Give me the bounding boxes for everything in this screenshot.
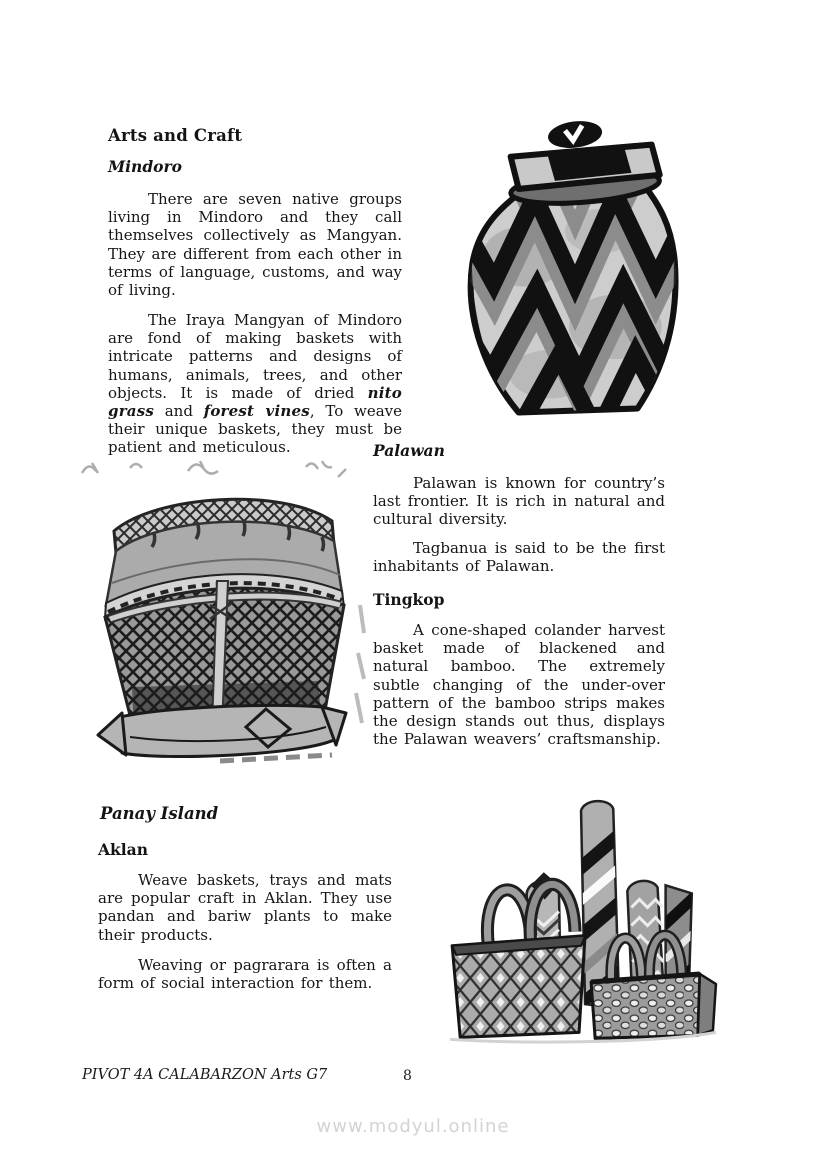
mindoro-paragraph-2 bbox=[108, 311, 402, 457]
section-title: Arts and Craft bbox=[108, 126, 243, 145]
emphasis-forest-vines: forest vines bbox=[203, 402, 310, 421]
aklan-paragraph-2: Weaving or pagrarara is often a form of social interaction for them. bbox=[98, 956, 392, 993]
mindoro-heading: Mindoro bbox=[108, 157, 182, 176]
footer-document-title: PIVOT 4A CALABARZON Arts G7 bbox=[82, 1067, 328, 1083]
mangyan-jar-illustration bbox=[424, 110, 706, 428]
palawan-paragraph-1: Palawan is known for country’s last frontier. It is rich in natural and cultural diversity. bbox=[373, 474, 665, 529]
emphasis-nito-grass: nito grass bbox=[108, 383, 402, 421]
mindoro-paragraph-2-text: , To weave their unique baskets, they must be patient and meticulous. bbox=[108, 402, 402, 457]
mindoro-paragraph-2-text: and bbox=[154, 402, 204, 421]
page-number: 8 bbox=[403, 1068, 412, 1084]
tingkop-paragraph: A cone-shaped colander harvest basket made of blackened and natural bamboo. The extremely subtle changing of the under-over pattern of the bamboo strips makes the design stands out thus, displays the Palawan weavers’ craftsmanship. bbox=[373, 621, 665, 749]
aklan-heading: Aklan bbox=[98, 840, 148, 859]
palawan-paragraph-2: Tagbanua is said to be the first inhabitants of Palawan. bbox=[373, 539, 665, 576]
panay-heading: Panay Island bbox=[100, 804, 219, 823]
woven-bags-illustration bbox=[430, 770, 722, 1047]
mindoro-paragraph-2-text: The Iraya Mangyan of Mindoro are fond of making baskets with intricate patterns and designs of humans, animals, trees, and other objects. It is made of dried bbox=[108, 311, 402, 402]
woven-basket-illustration bbox=[70, 455, 370, 765]
tingkop-heading: Tingkop bbox=[373, 590, 445, 609]
palawan-heading: Palawan bbox=[373, 441, 445, 460]
mindoro-paragraph-1: There are seven native groups living in Mindoro and they call themselves collectively as Mangyan. They are different from each other in terms of language, customs, and way of living. bbox=[108, 190, 402, 300]
watermark: www.modyul.online bbox=[316, 1116, 510, 1137]
aklan-paragraph-1: Weave baskets, trays and mats are popular craft in Aklan. They use pandan and bariw plants to make their products. bbox=[98, 871, 392, 944]
